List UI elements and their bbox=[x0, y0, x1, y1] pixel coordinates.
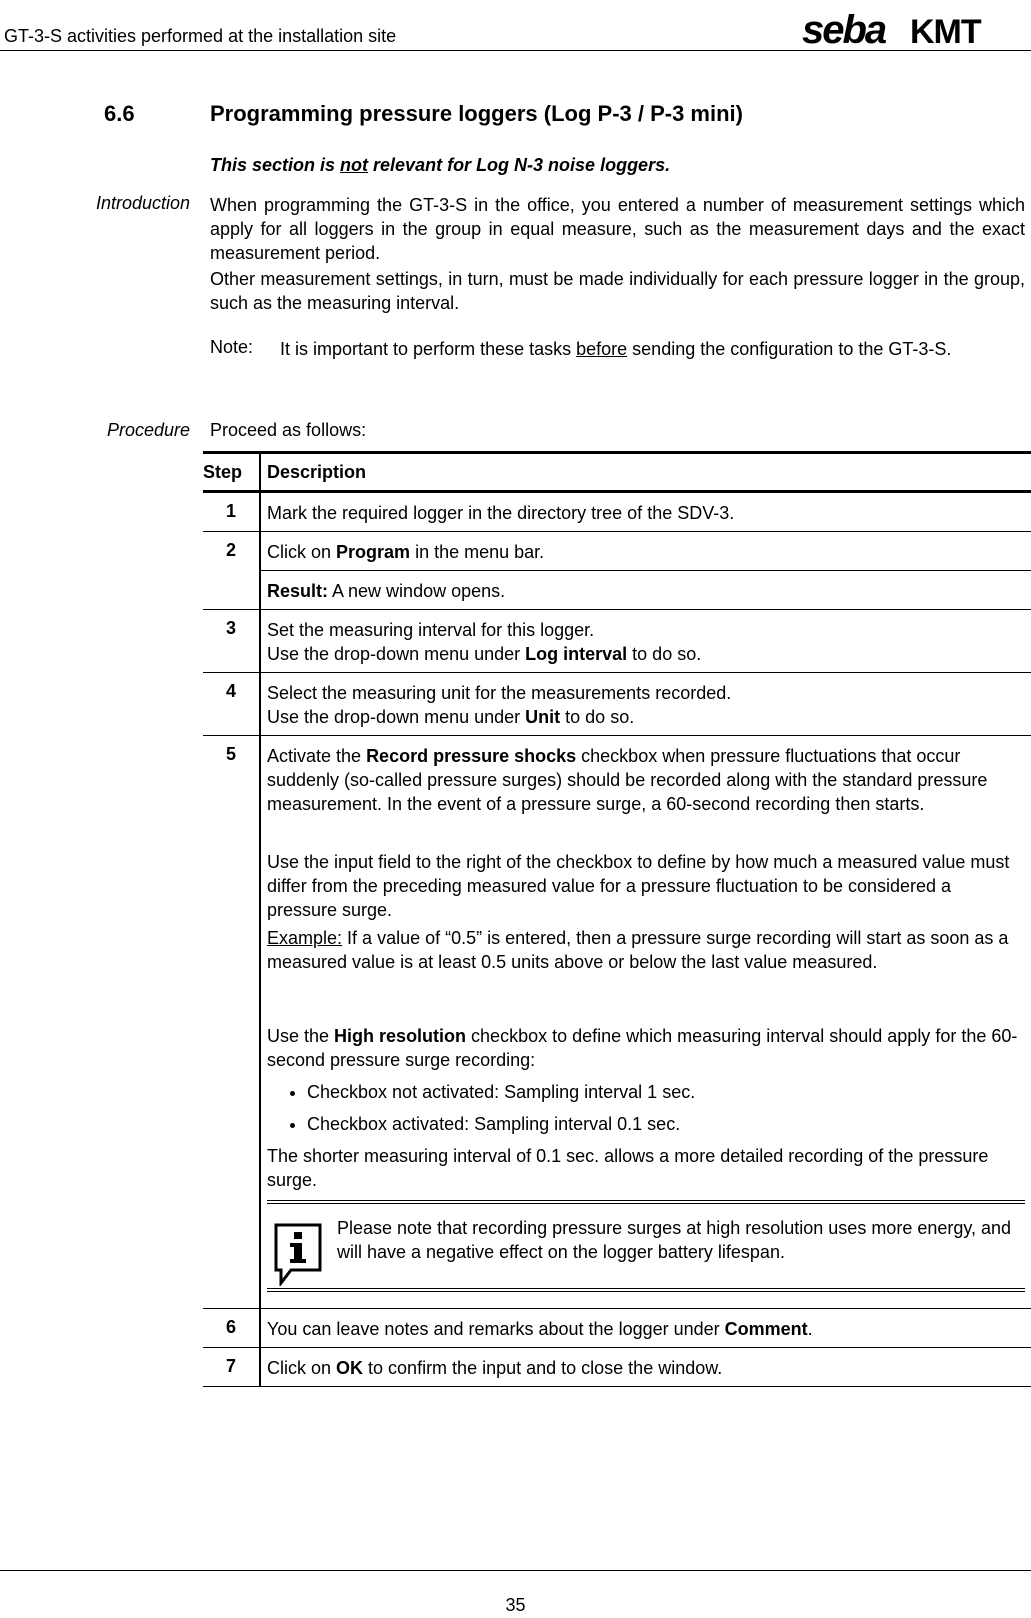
running-header: GT-3-S activities performed at the installation site bbox=[4, 26, 397, 46]
procedure-intro: Proceed as follows: bbox=[210, 420, 367, 440]
s2-post: in the menu bar. bbox=[410, 542, 545, 562]
procedure-label: Procedure bbox=[106, 420, 190, 440]
subtitle-not: not bbox=[340, 155, 369, 175]
steps-table bbox=[203, 451, 1031, 1387]
s3-post: to do so. bbox=[627, 644, 702, 664]
list-item: • Checkbox activated: Sampling interval 0.1 sec. bbox=[307, 1112, 1025, 1136]
step-row-2-result bbox=[203, 571, 1031, 610]
step-row-4 bbox=[203, 673, 1031, 736]
s4-line1: Select the measuring unit for the measurements recorded. bbox=[267, 683, 732, 703]
s5-para-2: Use the input field to the right of the checkbox to define by how much a measured value must differ from the preceding measured value for a pressure fluctuation to be considered a pressure surge. bbox=[267, 852, 1010, 920]
step-description: Mark the required logger in the directory tree of the SDV-3. bbox=[260, 492, 1031, 532]
s5-bold: Record pressure shocks bbox=[366, 746, 577, 766]
s5-para-3 bbox=[267, 1024, 1025, 1072]
step-number: 6 bbox=[203, 1309, 260, 1348]
step-number: 5 bbox=[203, 736, 260, 1309]
subtitle-pre: This section is bbox=[210, 155, 341, 175]
step-number: 3 bbox=[203, 610, 260, 673]
s2-bold: Program bbox=[336, 542, 411, 562]
step-row-7 bbox=[203, 1348, 1031, 1387]
s5-example bbox=[267, 926, 1025, 974]
s7-bold: OK bbox=[336, 1358, 364, 1378]
svg-text:KMT: KMT bbox=[910, 13, 981, 50]
header-rule bbox=[0, 50, 1031, 51]
example-label: Example: bbox=[267, 928, 343, 948]
step-description bbox=[260, 673, 1031, 736]
note-pre: It is important to perform these tasks bbox=[280, 339, 577, 359]
s3-pre: Use the drop-down menu under bbox=[267, 644, 526, 664]
step-row-5 bbox=[203, 736, 1031, 1309]
table-header-row bbox=[203, 453, 1031, 492]
note-before: before bbox=[576, 339, 628, 359]
step-number: 2 bbox=[203, 532, 260, 610]
s5p3-post: checkbox to define which measuring interval should apply for the 60-second pressure surge recording: bbox=[267, 1026, 1018, 1070]
note-label: Note: bbox=[210, 337, 254, 357]
s4-post: to do so. bbox=[560, 707, 635, 727]
sebakmt-logo bbox=[802, 10, 1027, 50]
info-icon bbox=[273, 1222, 323, 1286]
s7-pre: Click on bbox=[267, 1358, 337, 1378]
example-text: If a value of “0.5” is entered, then a pressure surge recording will start as soon as a measured value is at least 0.5 units above or below the last value measured. bbox=[267, 928, 1009, 972]
s5p3-bold: High resolution bbox=[334, 1026, 467, 1046]
step-number: 1 bbox=[203, 492, 260, 532]
s7-post: to confirm the input and to close the window. bbox=[363, 1358, 723, 1378]
step-row-1 bbox=[203, 492, 1031, 532]
s3-line1: Set the measuring interval for this logger. bbox=[267, 620, 595, 640]
s5-para-1 bbox=[267, 744, 1025, 816]
step-result bbox=[260, 571, 1031, 610]
s6-pre: You can leave notes and remarks about the logger under bbox=[267, 1319, 725, 1339]
note-text bbox=[280, 337, 980, 361]
section-number: 6.6 bbox=[104, 101, 135, 126]
section-subtitle bbox=[210, 155, 670, 176]
step-description bbox=[260, 610, 1031, 673]
step-number: 7 bbox=[203, 1348, 260, 1387]
s3-bold: Log interval bbox=[525, 644, 628, 664]
s5-para-4: The shorter measuring interval of 0.1 sec. allows a more detailed recording of the pressure surge. bbox=[267, 1146, 989, 1190]
s6-bold: Comment bbox=[724, 1319, 808, 1339]
introduction-paragraph-2: Other measurement settings, in turn, must be made individually for each pressure logger in the group, such as the measuring interval. bbox=[210, 269, 1025, 313]
s2r-bold: Result: bbox=[267, 581, 329, 601]
section-title: Programming pressure loggers (Log P-3 / P-3 mini) bbox=[210, 101, 743, 126]
note-post: sending the configuration to the GT-3-S. bbox=[627, 339, 952, 359]
step-description bbox=[260, 736, 1031, 1309]
introduction-label: Introduction bbox=[95, 193, 190, 213]
step-description bbox=[260, 1309, 1031, 1348]
step-number: 4 bbox=[203, 673, 260, 736]
col-description-header: Description bbox=[260, 453, 1031, 492]
s5-pre: Activate the bbox=[267, 746, 367, 766]
step-description bbox=[260, 1348, 1031, 1387]
svg-text:seba: seba bbox=[802, 10, 886, 50]
s2r-post: A new window opens. bbox=[328, 581, 506, 601]
footer-rule bbox=[0, 1570, 1031, 1571]
s4-pre: Use the drop-down menu under bbox=[267, 707, 526, 727]
col-step-header: Step bbox=[203, 453, 260, 492]
step-description bbox=[260, 532, 1031, 571]
info-box bbox=[267, 1200, 1025, 1292]
list-item: • Checkbox not activated: Sampling interval 1 sec. bbox=[307, 1080, 1025, 1104]
s2-pre: Click on bbox=[267, 542, 337, 562]
s5-bullet-list bbox=[267, 1080, 1025, 1136]
step-row-6 bbox=[203, 1309, 1031, 1348]
step-row-2 bbox=[203, 532, 1031, 571]
introduction-paragraph-1: When programming the GT-3-S in the office, you entered a number of measurement settings which apply for all loggers in the group in equal measure, such as the measurement days and the exact measurement period. bbox=[210, 195, 1025, 263]
step-row-3 bbox=[203, 610, 1031, 673]
page-number: 35 bbox=[505, 1595, 526, 1615]
info-text: Please note that recording pressure surges at high resolution uses more energy, and will have a negative effect on the logger battery lifespan. bbox=[337, 1218, 1012, 1262]
s6-post: . bbox=[807, 1319, 813, 1339]
subtitle-post: relevant for Log N-3 noise loggers. bbox=[368, 155, 671, 175]
s5p3-pre: Use the bbox=[267, 1026, 335, 1046]
s5-post: checkbox when pressure fluctuations that occur suddenly (so-called pressure surges) should be recorded along with the standard pressure measurement. In the event of a pressure surge, a 60-second recording then starts. bbox=[267, 746, 988, 814]
s4-bold: Unit bbox=[525, 707, 561, 727]
